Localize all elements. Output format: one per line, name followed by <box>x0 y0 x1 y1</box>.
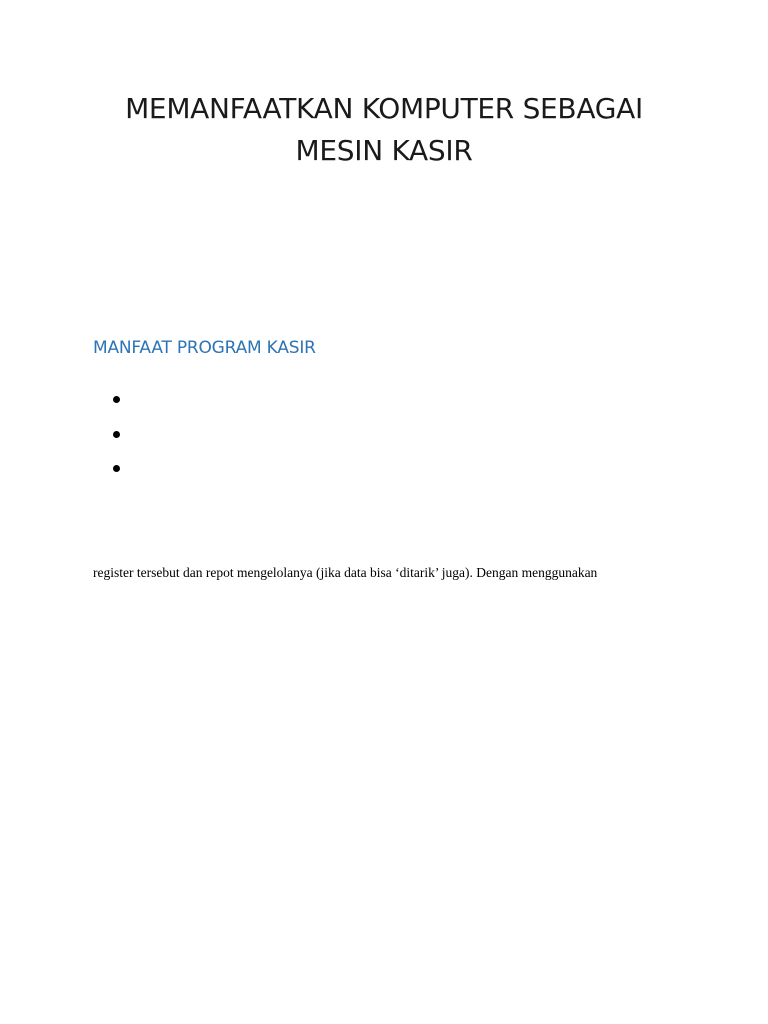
body-paragraph: register tersebut dan repot mengelolanya (jika data bisa ‘ditarik’ juga). Dengan menggunakan <box>93 565 598 580</box>
section-heading: MANFAAT PROGRAM KASIR <box>93 338 316 358</box>
bullet-icon <box>113 431 120 438</box>
bullet-icon <box>113 465 120 472</box>
document-title <box>84 88 684 172</box>
document-title-line-1: MEMANFAATKAN KOMPUTER SEBAGAI <box>125 92 643 125</box>
document-title-line-2: MESIN KASIR <box>295 134 473 167</box>
bullet-icon <box>113 396 120 403</box>
